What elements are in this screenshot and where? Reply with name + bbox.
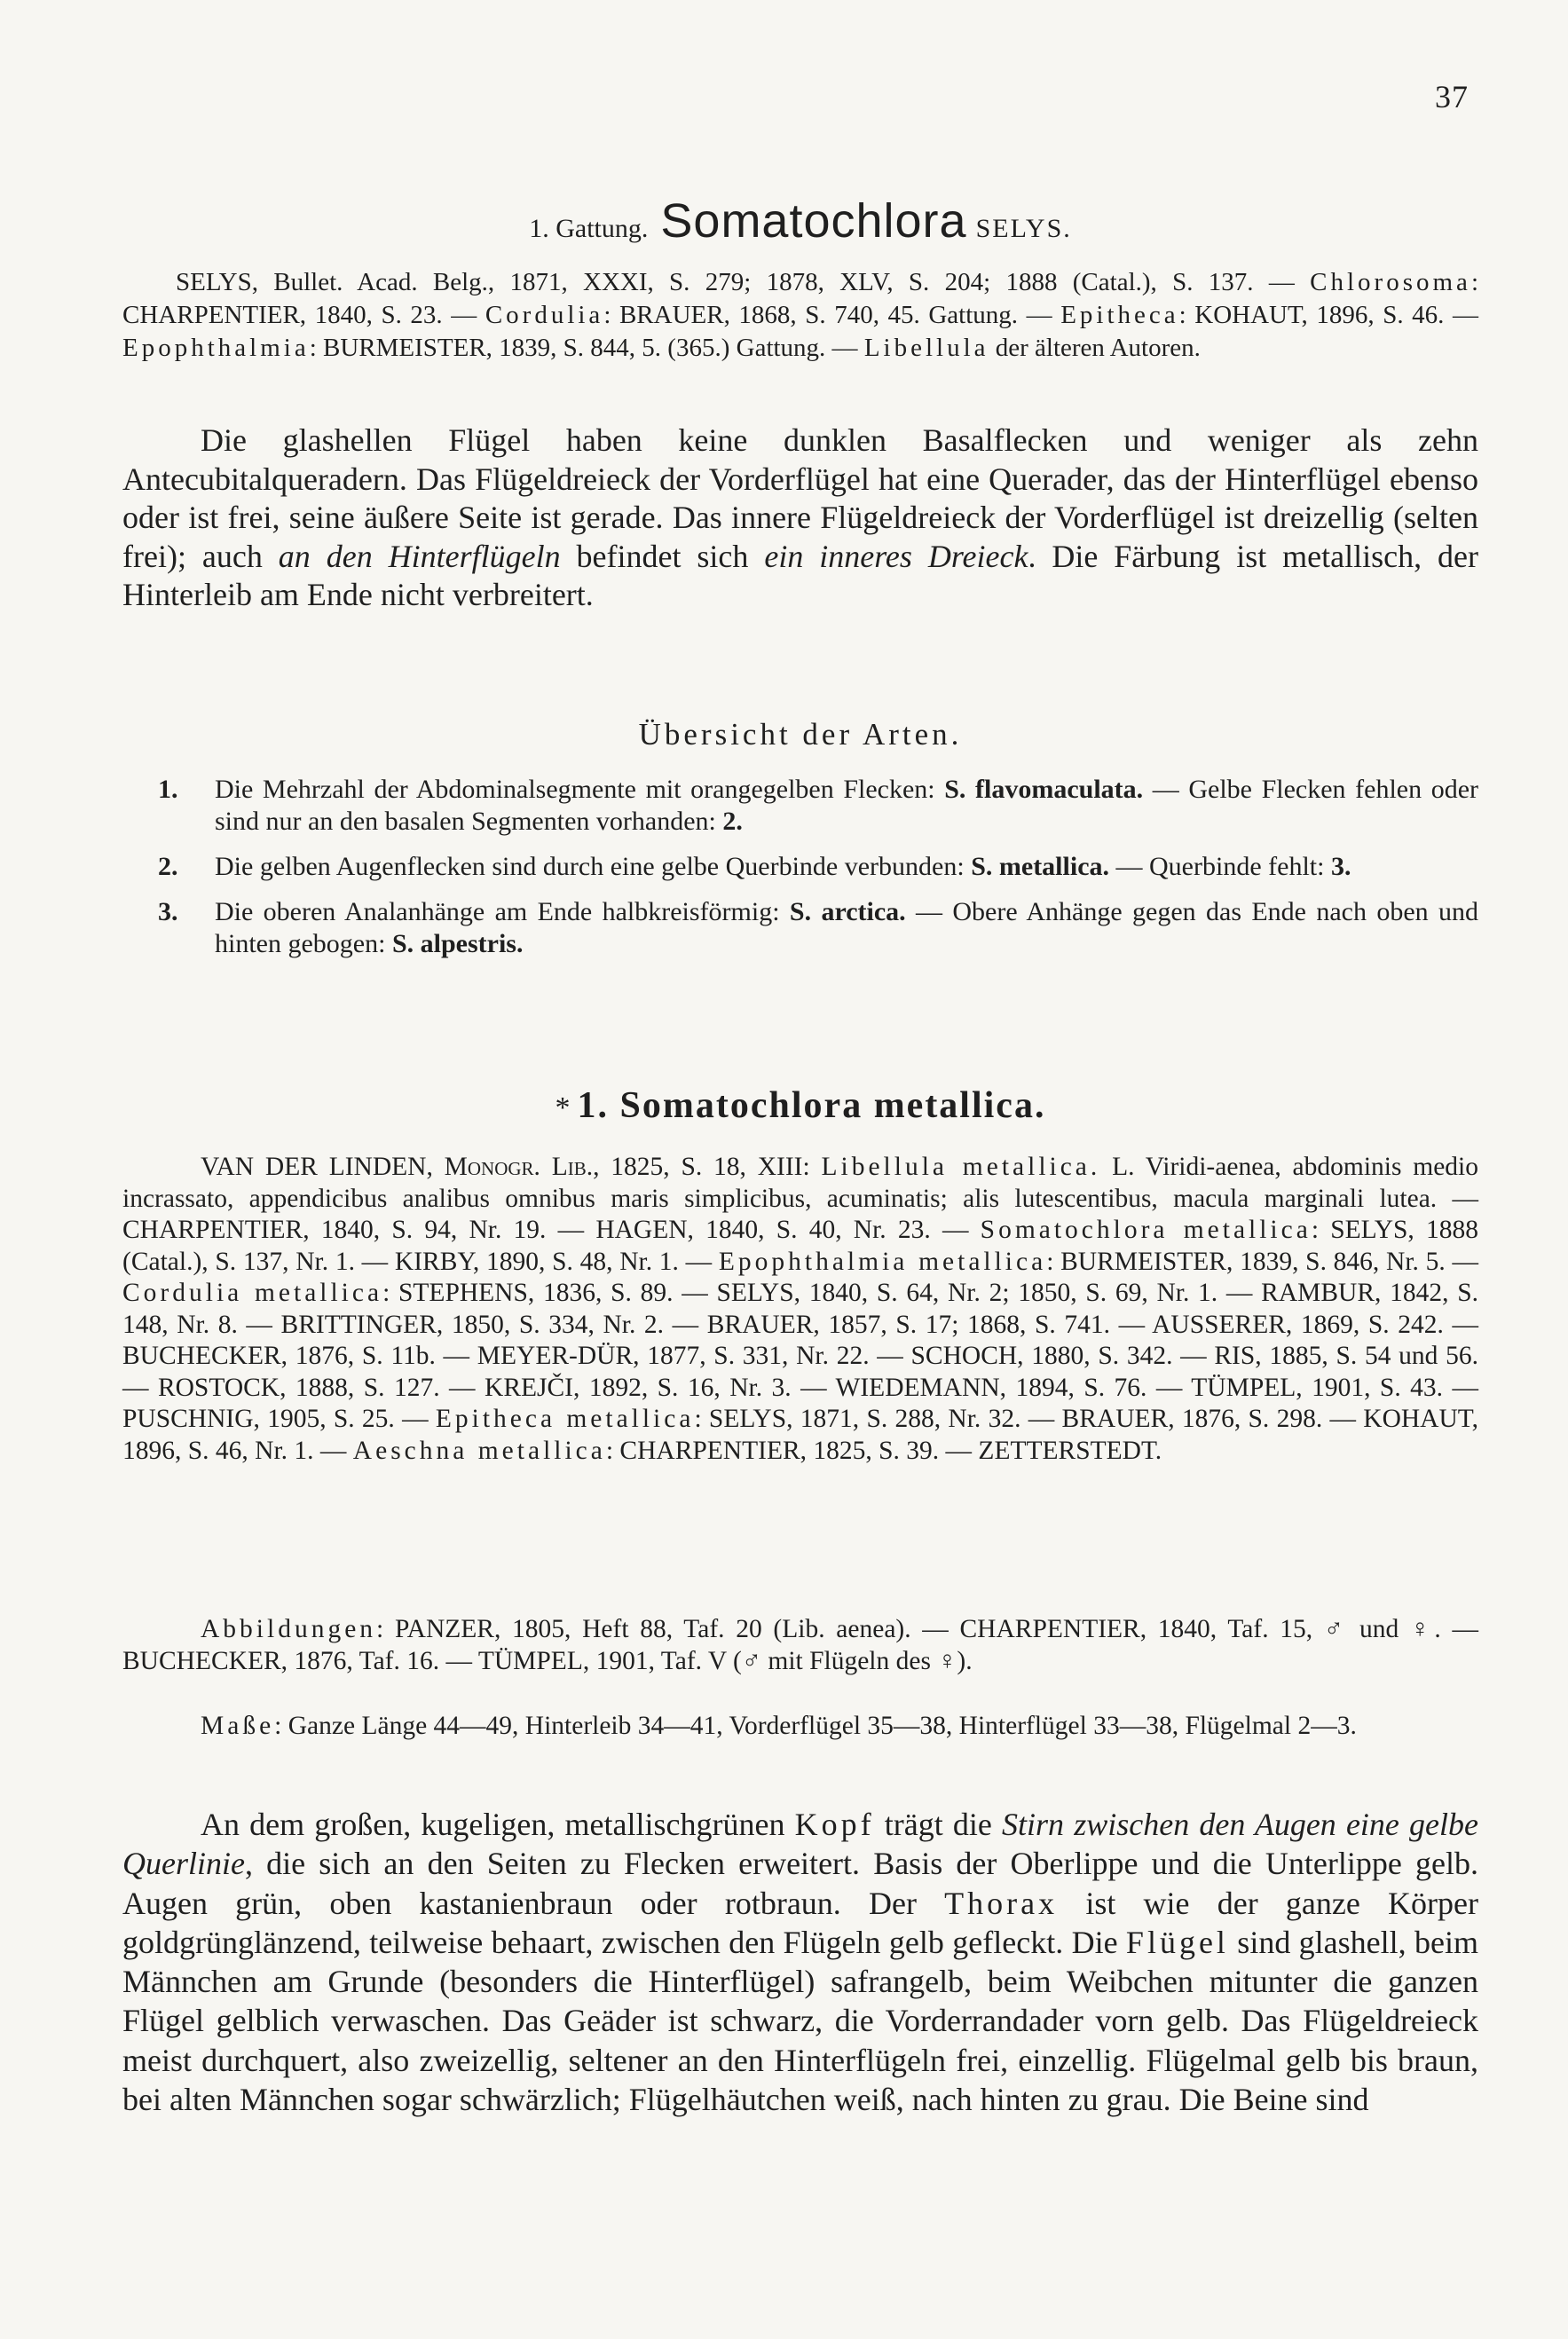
synonym-name: Chlorosoma [1310, 268, 1471, 296]
species-measurements [122, 1711, 1478, 1743]
diagnosis-emphasis: an den Hinterflügeln [278, 538, 561, 574]
key-item-result: S. flavomaculata. [944, 775, 1144, 804]
genus-ordinal: 1. Gattung. [529, 214, 649, 243]
species-asterisk: * [555, 1091, 572, 1124]
key-item-result: 2. [722, 807, 743, 836]
description-keyword: Kopf [794, 1807, 875, 1842]
reference-name: Epophthalmia metallica [718, 1247, 1047, 1276]
genus-synonymy [122, 266, 1478, 365]
key-item [122, 851, 1478, 883]
synonymy-text: SELYS, Bullet. Acad. Belg., 1871, XXXI, S. 279; 1878, XLV, S. 204; 1888 (Catal.), S. 137. — [176, 268, 1311, 296]
species-key [122, 774, 1478, 973]
genus-author: SELYS. [975, 214, 1072, 243]
key-item-text: Die gelben Augenflecken sind durch eine gelbe Querbinde verbunden: [215, 852, 972, 881]
description-text: , die sich an den Seiten zu Flecken erweitert. Basis der Oberlippe und die Unterlippe gelb. Augen grün, oben kastanienbraun oder rotbraun. Der [122, 1846, 1478, 1921]
description-keyword: Thorax [944, 1885, 1059, 1921]
synonymy-text: : CHARPENTIER, 1840, S. 23. — [122, 268, 1478, 329]
key-item-number: 1. [158, 775, 178, 804]
synonym-name: Epophthalmia [122, 334, 310, 362]
reference-name: Epitheca metallica [435, 1405, 695, 1433]
diagnosis-text: Die glashellen Flügel haben keine dunklen Basalflecken und weniger als zehn Antecubitalqueradern. Das Flügeldreieck der Vorderflügel hat eine Querader, das der Hinterflügel ebenso oder ist frei, seine äußere Seite ist gerade. Das innere Flügeldreieck der Vorderflügel ist dreizellig (selten frei); auch [122, 422, 1478, 574]
measurements-text: : Ganze Länge 44—49, Hinterleib 34—41, Vorderflügel 35—38, Hinterflügel 33—38, Flügelmal 2—3. [274, 1712, 1357, 1740]
description-text: ist wie der ganze Körper goldgrünglänzend, teilweise behaart, zwischen den Flügeln gelb gefleckt. Die [122, 1885, 1478, 1960]
reference-text: : SELYS, 1871, S. 288, Nr. 32. — BRAUER, 1876, S. 298. — KOHAUT, 1896, S. 46, Nr. 1. — [122, 1405, 1478, 1465]
reference-name: Cordulia metallica [122, 1279, 383, 1307]
page-number: 37 [1435, 79, 1469, 114]
measurements-label: Maße [201, 1712, 275, 1740]
synonymy-text: : BRAUER, 1868, S. 740, 45. Gattung. — [603, 301, 1061, 329]
species-references [122, 1152, 1478, 1467]
synonym-name: Libellula [863, 334, 989, 362]
key-item-text: — Obere Anhänge gegen das Ende nach oben und hinten gebogen: [215, 897, 1478, 958]
genus-diagnosis [122, 421, 1478, 615]
illustrations-label: Abbildungen [201, 1615, 377, 1643]
synonymy-text: : KOHAUT, 1896, S. 46. — [1178, 301, 1478, 329]
key-item [122, 896, 1478, 960]
key-item-result: S. arctica. [789, 897, 906, 926]
species-description [122, 1805, 1478, 2119]
key-item-result: 3. [1330, 852, 1351, 881]
key-item-result: S. metallica. [971, 852, 1110, 881]
reference-text: L. Viridi-aenea, abdominis medio incrassato, appendicibus analibus omnibus maris simplicibus, acuminatis; alis lutescentibus, macula marginali lutea. — CHARPENTIER, 1840, S. 94, Nr. 19. — HAGEN, 1840, S. 40, Nr. 23. — [122, 1153, 1478, 1244]
description-text: sind glashell, beim Männchen am Grunde (besonders die Hinterflügel) safrangelb, beim Weibchen mitunter die ganzen Flügel gelblich verwaschen. Das Geäder ist schwarz, die Vorderrandader vorn gelb. Das Flügeldreieck meist durchquert, also zweizellig, seltener an den Hinterflügeln frei, einzellig. Flügelmal gelb bis braun, bei alten Männchen sogar schwärzlich; Flügelhäutchen weiß, nach hinten zu grau. Die Beine sind [122, 1924, 1479, 2118]
synonymy-text: der älteren Autoren. [989, 334, 1201, 362]
key-item-number: 3. [158, 897, 178, 926]
diagnosis-text: befindet sich [560, 538, 765, 574]
key-item-number: 2. [158, 852, 178, 881]
reference-name: Libellula metallica. [821, 1153, 1101, 1181]
reference-name: Aeschna metallica [352, 1436, 606, 1465]
reference-text: : BURMEISTER, 1839, S. 846, Nr. 5. — [1046, 1247, 1478, 1276]
key-item-text: Die Mehrzahl der Abdominalsegmente mit orangegelben Flecken: [215, 775, 945, 804]
species-heading [122, 1084, 1478, 1127]
synonym-name: Epitheca [1060, 301, 1179, 329]
reference-text: : SELYS, 1888 (Catal.), S. 137, Nr. 1. — KIRBY, 1890, S. 48, Nr. 1. — [122, 1216, 1479, 1276]
reference-text: : STEPHENS, 1836, S. 89. — SELYS, 1840, S. 64, Nr. 2; 1850, S. 69, Nr. 1. — RAMBUR, 1842, S. 148, Nr. 8. — BRITTINGER, 1850, S. 334, Nr. 2. — BRAUER, 1857, S. 17; 1868, S. 741. — AUSSERER, 1869, S. 242. — BUCHECKER, 1876, S. 11b. — MEYER-DÜR, 1877, S. 331, Nr. 22. — SCHOCH, 1880, S. 342. — RIS, 1885, S. 54 und 56. — ROSTOCK, 1888, S. 127. — KREJČI, 1892, S. 16, Nr. 3. — WIEDEMANN, 1894, S. 76. — TÜMPEL, 1901, S. 43. — PUSCHNIG, 1905, S. 25. — [122, 1279, 1478, 1433]
reference-name: Somatochlora metallica [980, 1216, 1312, 1244]
synonym-name: Cordulia [485, 301, 604, 329]
illustrations-text: : PANZER, 1805, Heft 88, Taf. 20 (Lib. aenea). — CHARPENTIER, 1840, Taf. 15, ♂ und ♀. — BUCHECKER, 1876, Taf. 16. — TÜMPEL, 1901, Taf. V (♂ mit Flügeln des ♀). [122, 1615, 1478, 1675]
description-keyword: Flügel [1125, 1924, 1229, 1960]
key-item-text: — Querbinde fehlt: [1109, 852, 1331, 881]
key-item [122, 774, 1478, 838]
reference-text: VAN DER LINDEN, Monogr. Lib., 1825, S. 18, XIII: [201, 1153, 822, 1181]
genus-heading [122, 193, 1478, 248]
key-item-text: — Gelbe Flecken fehlen oder sind nur an den basalen Segmenten vorhanden: [215, 775, 1478, 836]
species-title: 1. Somatochlora metallica. [577, 1085, 1046, 1126]
key-item-result: S. alpestris. [391, 929, 524, 958]
species-key-heading: Übersicht der Arten. [638, 717, 963, 752]
reference-text: : CHARPENTIER, 1825, S. 39. — ZETTERSTEDT. [605, 1436, 1162, 1465]
description-text: trägt die [874, 1807, 1003, 1842]
description-text: An dem großen, kugeligen, metallischgrünen [201, 1807, 795, 1842]
description-emphasis: Stirn zwischen den Augen eine gelbe Querlinie [122, 1807, 1479, 1882]
genus-name: Somatochlora [660, 194, 967, 248]
synonymy-text: : BURMEISTER, 1839, S. 844, 5. (365.) Gattung. — [309, 334, 864, 362]
species-illustrations [122, 1614, 1478, 1677]
diagnosis-text: . Die Färbung ist metallisch, der Hinterleib am Ende nicht verbreitert. [122, 538, 1479, 612]
diagnosis-emphasis: ein inneres Dreieck [764, 538, 1028, 574]
key-item-text: Die oberen Analanhänge am Ende halbkreisförmig: [215, 897, 790, 926]
